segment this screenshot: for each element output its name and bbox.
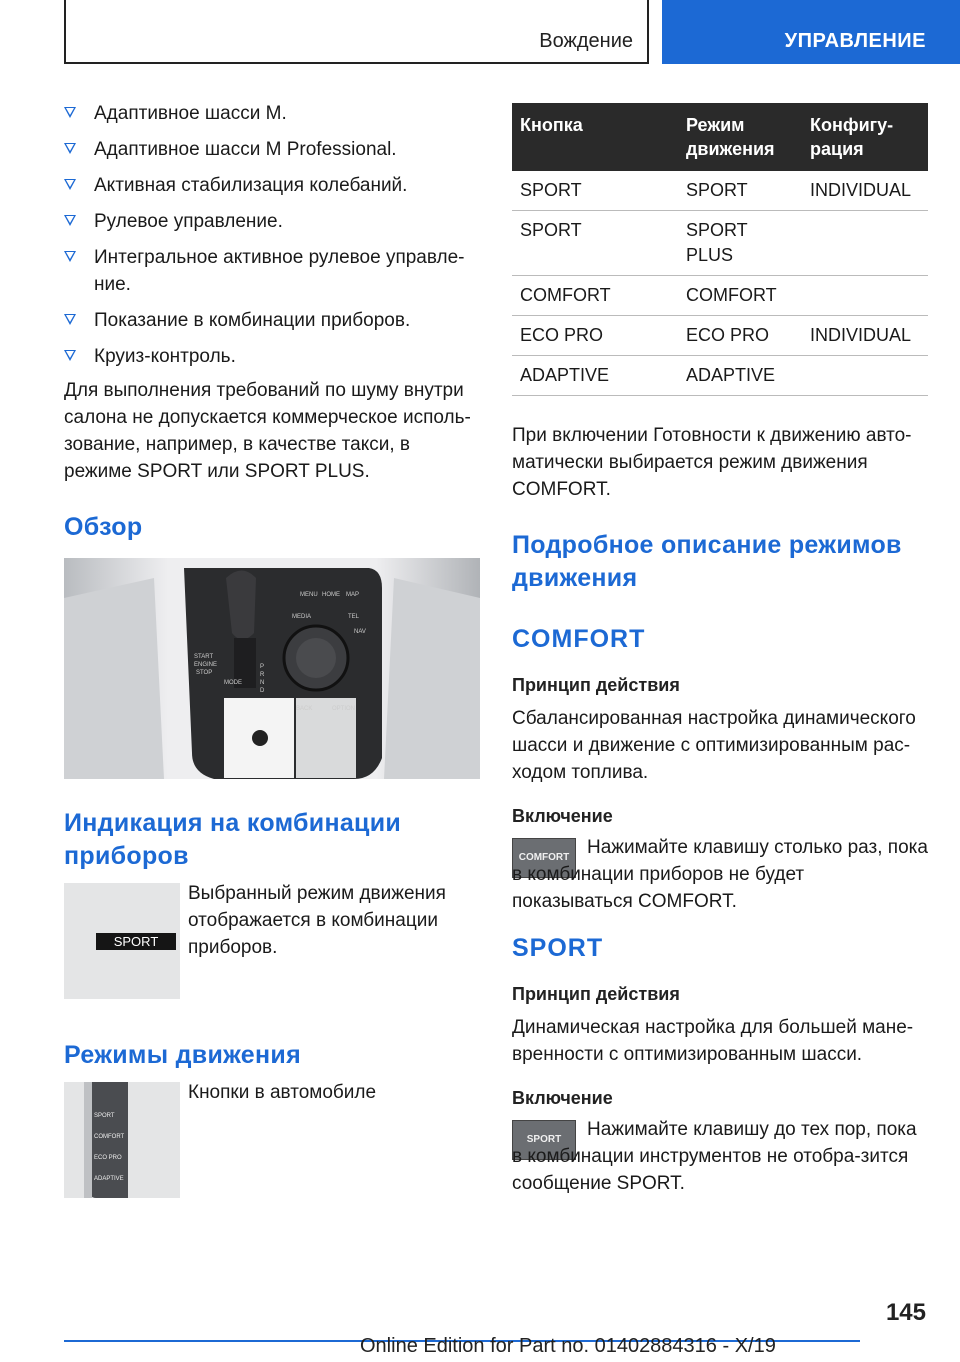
table-header-cell: Конфигу-рация: [802, 103, 928, 171]
table-cell: INDIVIDUAL: [802, 316, 928, 356]
table-row: [512, 276, 928, 316]
sport-heading: SPORT: [512, 934, 604, 962]
ready-note: При включении Готовности к движению авто-матически выбирается режим движения COMFORT.: [512, 425, 912, 500]
svg-text:TEL: TEL: [348, 614, 360, 620]
overview-heading: Обзор: [64, 513, 143, 541]
comfort-key-image: COMFORT: [512, 838, 576, 878]
sport-principle-text: Динамическая настройка для большей мане-вренности с оптимизированным шасси.: [512, 1017, 914, 1065]
sport-enable-label: Включение: [512, 1088, 613, 1108]
triangle-bullet-icon: [64, 251, 76, 262]
svg-text:N: N: [260, 680, 265, 686]
table-cell: SPORT: [678, 171, 802, 211]
center-console-image: [64, 558, 480, 779]
svg-text:OPTION: OPTION: [332, 706, 356, 712]
triangle-bullet-icon: [64, 107, 76, 118]
center-console-photo: [64, 558, 480, 779]
svg-text:MENU: MENU: [300, 592, 318, 598]
list-item: Круиз-контроль.: [64, 343, 480, 370]
table-row: [512, 211, 928, 276]
svg-text:STOP: STOP: [196, 670, 213, 676]
comfort-enable-label: Включение: [512, 806, 613, 826]
svg-text:MEDIA: MEDIA: [292, 614, 312, 620]
sport-badge: SPORT: [96, 933, 176, 950]
svg-text:D: D: [260, 688, 265, 694]
table-cell: SPORT: [512, 211, 678, 276]
svg-text:R: R: [260, 672, 265, 678]
table-header-cell: Кнопка: [512, 103, 678, 171]
table-header-cell: Режим движения: [678, 103, 802, 171]
svg-text:HOME: HOME: [322, 592, 340, 598]
noise-note: Для выполнения требований по шуму внутри салона не допускается коммерческое исполь-зование, например, в качестве такси, в режиме SPORT или SPORT PLUS.: [64, 380, 471, 482]
table-row: [512, 171, 928, 211]
table-cell: ADAPTIVE: [678, 356, 802, 396]
sport-key-image: SPORT: [512, 1120, 576, 1160]
table-cell: SPORT: [512, 171, 678, 211]
table-row: [512, 316, 928, 356]
cluster-text: Выбранный режим движения отображается в комбинации приборов.: [188, 883, 446, 958]
triangle-bullet-icon: [64, 314, 76, 325]
table-cell: ECO PRO: [512, 316, 678, 356]
section-title: Вождение: [539, 30, 633, 52]
table-cell: COMFORT: [512, 276, 678, 316]
svg-text:START: START: [194, 654, 214, 660]
table-cell: [802, 211, 928, 276]
mode-buttons-block: [64, 1082, 480, 1212]
detail-heading: Подробное описание режимов движения: [512, 531, 902, 592]
svg-text:P: P: [260, 664, 265, 670]
svg-text:MODE: MODE: [224, 680, 242, 686]
list-item: Активная стабилизация колебаний.: [64, 172, 480, 199]
table-row: [512, 356, 928, 396]
section-tab: [64, 0, 649, 64]
svg-text:NAV: NAV: [354, 629, 366, 635]
triangle-bullet-icon: [64, 143, 76, 154]
chapter-tab: [662, 0, 960, 64]
comfort-heading: COMFORT: [512, 625, 646, 653]
table-header-row: [512, 103, 928, 171]
comfort-principle-text: Сбалансированная настройка динамического шасси и движение с оптимизированным рас-ходом топлива.: [512, 708, 916, 783]
list-item: Показание в комбинации приборов.: [64, 307, 480, 334]
svg-text:MAP: MAP: [346, 592, 360, 598]
list-item: Адаптивное шасси M.: [64, 100, 480, 127]
cluster-heading: Индикация на комбинации приборов: [64, 809, 402, 870]
svg-text:ENGINE: ENGINE: [194, 662, 218, 668]
cluster-display-image: [64, 883, 180, 999]
comfort-principle-label: Принцип действия: [512, 675, 680, 695]
table-cell: [802, 356, 928, 396]
footer-edition: Online Edition for Part no. 01402884316 - X/19: [360, 1335, 776, 1357]
table-cell: ADAPTIVE: [512, 356, 678, 396]
page-number: 145: [885, 1299, 926, 1326]
mode-buttons-image: SPORT COMFORT ECO PRO ADAPTIVE: [64, 1082, 180, 1198]
left-column: [64, 100, 480, 1212]
sport-principle-label: Принцип действия: [512, 984, 680, 1004]
table-cell: [802, 276, 928, 316]
triangle-bullet-icon: [64, 215, 76, 226]
comfort-enable-text: Нажимайте клавишу столько раз, пока в комбинации приборов не будет показываться COMFORT.: [512, 837, 928, 912]
right-column: [512, 103, 928, 1200]
triangle-bullet-icon: [64, 179, 76, 190]
triangle-bullet-icon: [64, 350, 76, 361]
table-cell: COMFORT: [678, 276, 802, 316]
sport-enable-text: Нажимайте клавишу до тех пор, пока в комбинации инструментов не отобра-зится сообщение SPORT.: [512, 1119, 917, 1194]
feature-list: [64, 100, 480, 370]
comfort-enable-block: [512, 834, 928, 918]
svg-text:BACK: BACK: [296, 706, 313, 712]
page-header: [0, 0, 960, 66]
chapter-title: УПРАВЛЕНИЕ: [784, 30, 926, 52]
drive-modes-heading: Режимы движения: [64, 1041, 301, 1069]
list-item: Рулевое управление.: [64, 208, 480, 235]
cluster-block: [64, 883, 480, 1017]
mode-buttons-text: Кнопки в автомобиле: [188, 1082, 377, 1103]
sport-enable-block: [512, 1116, 928, 1200]
list-item: Адаптивное шасси M Professional.: [64, 136, 480, 163]
drive-modes-table: [512, 103, 928, 396]
list-item: Интегральное активное рулевое управле-ние.: [64, 244, 468, 298]
table-cell: ECO PRO: [678, 316, 802, 356]
table-cell: INDIVIDUAL: [802, 171, 928, 211]
table-cell: SPORT PLUS: [678, 211, 802, 276]
